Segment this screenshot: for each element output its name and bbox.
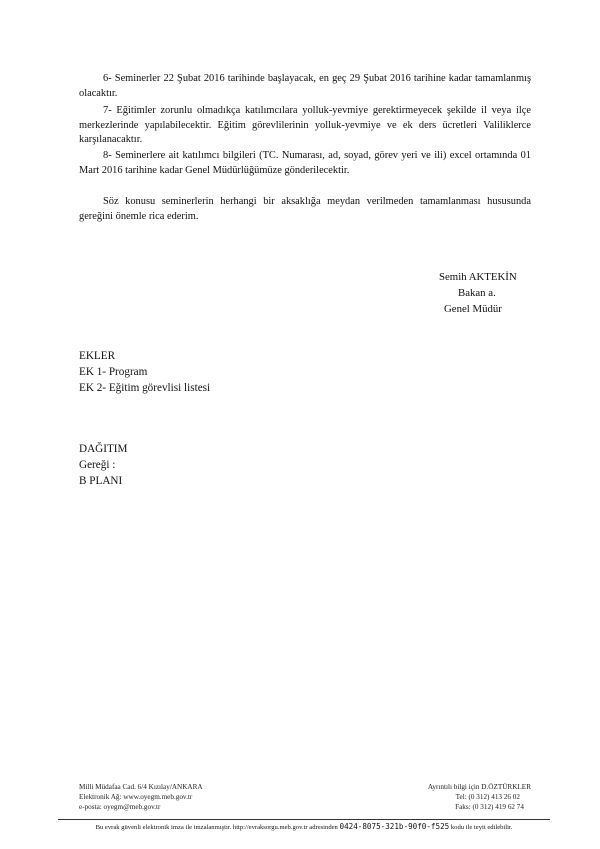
distribution-label: Gereği : — [79, 459, 116, 471]
footer-divider — [58, 819, 550, 820]
footer-fax: Faks: (0 312) 419 62 74 — [455, 803, 524, 811]
verification-notice — [58, 822, 550, 833]
paragraph-8: 8- Seminerlere ait katılımcı bilgileri (TC. Numarası, ad, soyad, görev yeri ve ili) excel ortamında 01 Mart 2016 tarihine kadar Genel Müdürlüğümüze gönderilecektir. — [79, 150, 531, 176]
footer-tel: Tel: (0 312) 413 26 02 — [455, 793, 520, 801]
distribution-heading: DAĞITIM — [79, 443, 128, 455]
attachment-item-1: EK 1- Program — [79, 366, 148, 378]
verification-prefix: Bu evrak güvenli elektronik imza ile imzalanmıştır. http://evraksorgu.meb.gov.tr adresinden — [95, 824, 340, 831]
footer-web: Elektronik Ağ: www.oyegm.meb.gov.tr — [79, 793, 193, 801]
footer-email: e-posta: oyegm@meb.gov.tr — [79, 803, 161, 811]
signature-on-behalf: Bakan a. — [458, 287, 496, 299]
closing-paragraph: Söz konusu seminerlerin herhangi bir aksaklığa meydan verilmeden tamamlanması hususunda gereğini önemle rica ederim. — [79, 196, 531, 222]
signature-name: Semih AKTEKİN — [439, 271, 517, 283]
attachments-heading: EKLER — [79, 350, 116, 362]
footer-address: Milli Müdafaa Cad. 6/4 Kızılay/ANKARA — [79, 783, 203, 791]
verification-suffix: kodu ile teyit edilebilir. — [449, 824, 513, 831]
signature-title: Genel Müdür — [444, 303, 502, 315]
verification-code: 0424-8075-321b-90f0-f525 — [339, 822, 450, 831]
paragraph-6: 6- Seminerler 22 Şubat 2016 tarihinde başlayacak, en geç 29 Şubat 2016 tarihine kadar tamamlanmış olacaktır. — [79, 73, 531, 99]
distribution-value: B PLANI — [79, 475, 123, 487]
footer-contact: Ayrıntılı bilgi için D.ÖZTÜRKLER — [427, 783, 531, 791]
paragraph-7: 7- Eğitimler zorunlu olmadıkça katılımcılara yolluk-yevmiye gerektirmeyecek şekilde il veya ilçe merkezlerinde yapılabilecektir. Eğitim görevlilerinin yolluk-yevmiye ve ek ders ücretleri Valiliklerce karşılanacaktır. — [79, 105, 531, 145]
attachment-item-2: EK 2- Eğitim görevlisi listesi — [79, 382, 211, 394]
